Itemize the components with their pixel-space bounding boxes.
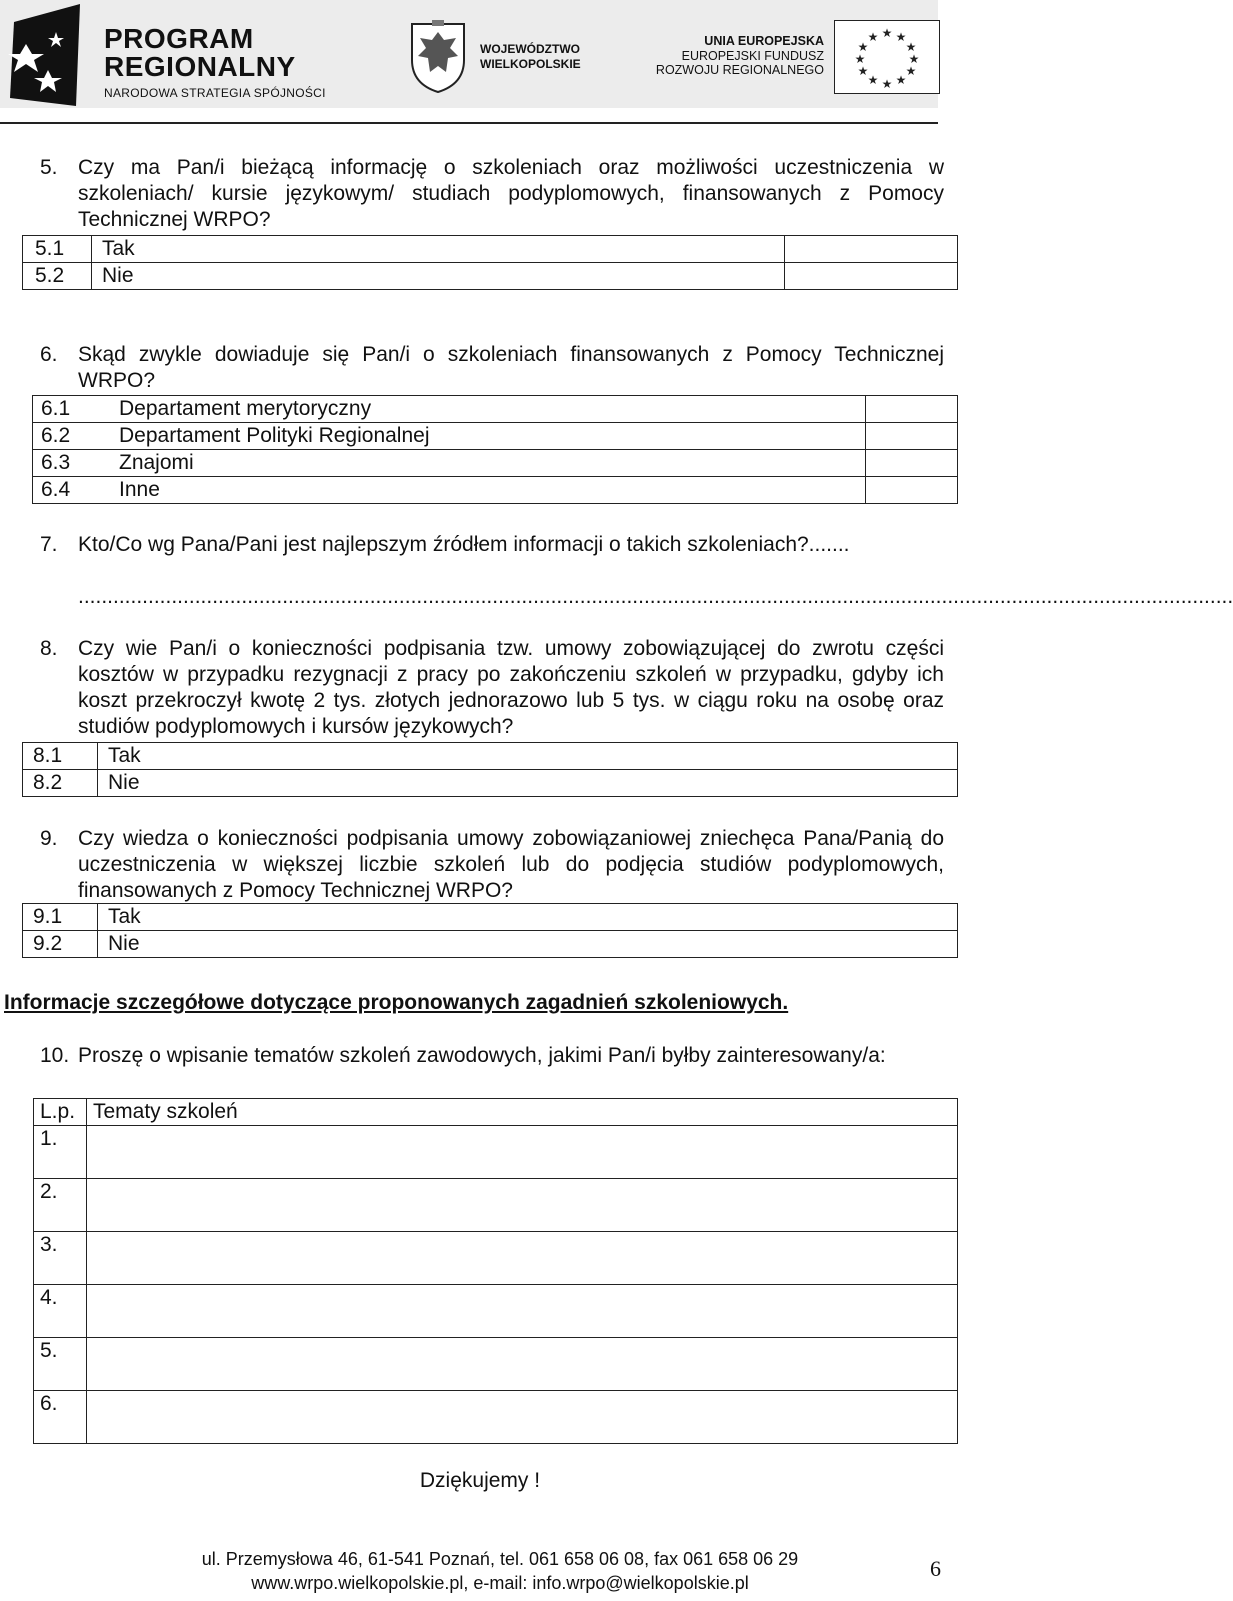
topics-row-number: 4.: [34, 1285, 87, 1338]
q10-number: 10.: [40, 1044, 70, 1067]
q6-option-label: Znajomi: [119, 450, 866, 477]
topics-col-lp: L.p.: [34, 1099, 87, 1126]
topics-row-number: 1.: [34, 1126, 87, 1179]
q5-option-answer-cell[interactable]: [785, 263, 958, 290]
q6-options-table: [32, 395, 958, 504]
topics-row-number: 2.: [34, 1179, 87, 1232]
q8-text: Czy wie Pan/i o konieczności podpisania tzw. umowy zobowiązującej do zwrotu części kosztów w przypadku rezygnacji z pracy po zakończeniu szkoleń w przypadku, gdyby ich koszt przekroczył kwotę 2 tys. złotych jednorazowo lub 5 tys. w ciągu roku na osobę oraz studiów podyplomowych i kursów językowych?: [78, 637, 944, 738]
q6-option-answer-cell[interactable]: [866, 477, 958, 504]
topics-header-row: [34, 1099, 958, 1126]
q8-option-code: 8.2: [23, 770, 98, 797]
topics-col-title: Tematy szkoleń: [87, 1099, 958, 1126]
q9-option-label: Nie: [98, 931, 145, 958]
header-rule: [0, 122, 938, 124]
q9-number: 9.: [40, 827, 58, 850]
q8-option-answer-cell[interactable]: [144, 770, 958, 797]
eu-flag-icon: [834, 20, 940, 94]
eu-label-line2: EUROPEJSKI FUNDUSZ: [681, 49, 824, 63]
training-topics-table: [33, 1098, 958, 1444]
svg-text:★: ★: [908, 52, 920, 66]
q6-option-label: Inne: [119, 477, 866, 504]
q5-number: 5.: [40, 156, 58, 179]
wielkopolskie-label: WIELKOPOLSKIE: [480, 57, 581, 71]
svg-text:★: ★: [881, 26, 893, 40]
topics-row-input[interactable]: [87, 1179, 958, 1232]
program-regionalny-logo-icon: [4, 2, 94, 106]
svg-text:★: ★: [854, 52, 866, 66]
q9-text: Czy wiedza o konieczności podpisania umowy zobowiązaniowej zniechęca Pana/Panią do uczestniczenia w większej liczbie szkoleń lub do podjęcia studiów podyplomowych, finansowanych z Pomocy Technicznej WRPO?: [78, 827, 944, 902]
topics-row-input[interactable]: [87, 1126, 958, 1179]
topics-row: [34, 1179, 958, 1232]
q8-option-row: [23, 770, 958, 797]
topics-row: [34, 1391, 958, 1444]
thank-you-text: Dziękujemy !: [419, 1469, 541, 1492]
svg-text:★: ★: [895, 30, 907, 44]
q6-text: Skąd zwykle dowiaduje się Pan/i o szkoleniach finansowanych z Pomocy Technicznej WRPO?: [78, 343, 944, 392]
svg-text:★: ★: [905, 40, 917, 54]
q8-option-row: [23, 743, 958, 770]
q9-option-row: [23, 904, 958, 931]
q5-option-label: Nie: [92, 263, 785, 290]
q6-option-answer-cell[interactable]: [866, 450, 958, 477]
q9-option-row: [23, 931, 958, 958]
q5-option-row: [23, 236, 958, 263]
q6-option-row: [33, 477, 958, 504]
q8-option-answer-cell[interactable]: [144, 743, 958, 770]
q7-text: Kto/Co wg Pana/Pani jest najlepszym źródłem informacji o takich szkoleniach?.......: [78, 533, 850, 556]
q6-option-code: 6.3: [33, 450, 120, 477]
svg-text:★: ★: [867, 30, 879, 44]
q9-options-table: [22, 903, 958, 958]
q6-option-row: [33, 450, 958, 477]
svg-text:★: ★: [895, 73, 907, 87]
program-subtitle: NARODOWA STRATEGIA SPÓJNOŚCI: [104, 86, 326, 100]
q9-option-code: 9.2: [23, 931, 98, 958]
q5-option-code: 5.2: [23, 263, 92, 290]
q7-number: 7.: [40, 533, 58, 556]
topics-row: [34, 1338, 958, 1391]
svg-text:★: ★: [905, 64, 917, 78]
q8-option-label: Tak: [98, 743, 145, 770]
q9-option-label: Tak: [98, 904, 145, 931]
topics-row-input[interactable]: [87, 1232, 958, 1285]
svg-text:★: ★: [857, 40, 869, 54]
q9-option-code: 9.1: [23, 904, 98, 931]
topics-row-input[interactable]: [87, 1338, 958, 1391]
topics-row: [34, 1126, 958, 1179]
q6-option-code: 6.1: [33, 396, 120, 423]
topics-row-number: 5.: [34, 1338, 87, 1391]
section-title: Informacje szczegółowe dotyczące proponowanych zagadnień szkoleniowych.: [4, 991, 789, 1014]
q6-option-answer-cell[interactable]: [866, 396, 958, 423]
topics-row-input[interactable]: [87, 1391, 958, 1444]
program-title-line2: REGIONALNY: [104, 51, 296, 82]
q8-number: 8.: [40, 637, 58, 660]
topics-row: [34, 1232, 958, 1285]
topics-row: [34, 1285, 958, 1338]
q5-option-label: Tak: [92, 236, 785, 263]
q9-option-answer-cell[interactable]: [144, 904, 958, 931]
svg-text:★: ★: [867, 73, 879, 87]
q5-options-table: [22, 235, 958, 290]
topics-row-input[interactable]: [87, 1285, 958, 1338]
footer-contact: www.wrpo.wielkopolskie.pl, e-mail: info.wrpo@wielkopolskie.pl: [251, 1573, 749, 1593]
q5-option-answer-cell[interactable]: [785, 236, 958, 263]
q6-option-row: [33, 396, 958, 423]
q7-answer-line[interactable]: ......................................................................................................................................................................................................: [78, 585, 1233, 608]
eu-label-line3: ROZWOJU REGIONALNEGO: [655, 63, 824, 77]
q9-option-answer-cell[interactable]: [144, 931, 958, 958]
footer-address: ul. Przemysłowa 46, 61-541 Poznań, tel. 061 658 06 08, fax 061 658 06 29: [201, 1549, 799, 1569]
q5-option-row: [23, 263, 958, 290]
page-header: [0, 0, 960, 124]
q6-option-row: [33, 423, 958, 450]
q8-options-table: [22, 742, 958, 797]
q8-option-code: 8.1: [23, 743, 98, 770]
svg-text:★: ★: [857, 64, 869, 78]
q6-option-answer-cell[interactable]: [866, 423, 958, 450]
wojewodztwo-label: WOJEWÓDZTWO: [480, 42, 580, 56]
eu-label-line1: UNIA EUROPEJSKA: [704, 34, 824, 48]
q5-text: Czy ma Pan/i bieżącą informację o szkoleniach oraz możliwości uczestniczenia w szkoleniach/ kursie językowym/ studiach podyplomowych, finansowanych z Pomocy Technicznej WRPO?: [78, 156, 944, 231]
svg-text:★: ★: [881, 77, 893, 91]
q6-option-label: Departament merytoryczny: [119, 396, 866, 423]
topics-row-number: 3.: [34, 1232, 87, 1285]
q6-option-code: 6.4: [33, 477, 120, 504]
q10-text: Proszę o wpisanie tematów szkoleń zawodowych, jakimi Pan/i byłby zainteresowany/a:: [78, 1044, 886, 1067]
topics-row-number: 6.: [34, 1391, 87, 1444]
program-title-line1: PROGRAM: [104, 23, 254, 54]
q6-number: 6.: [40, 343, 58, 366]
q8-option-label: Nie: [98, 770, 145, 797]
q6-option-label: Departament Polityki Regionalnej: [119, 423, 866, 450]
wielkopolska-crest-icon: [408, 18, 468, 94]
q5-option-code: 5.1: [23, 236, 92, 263]
q6-option-code: 6.2: [33, 423, 120, 450]
page-number: 6: [930, 1556, 941, 1581]
